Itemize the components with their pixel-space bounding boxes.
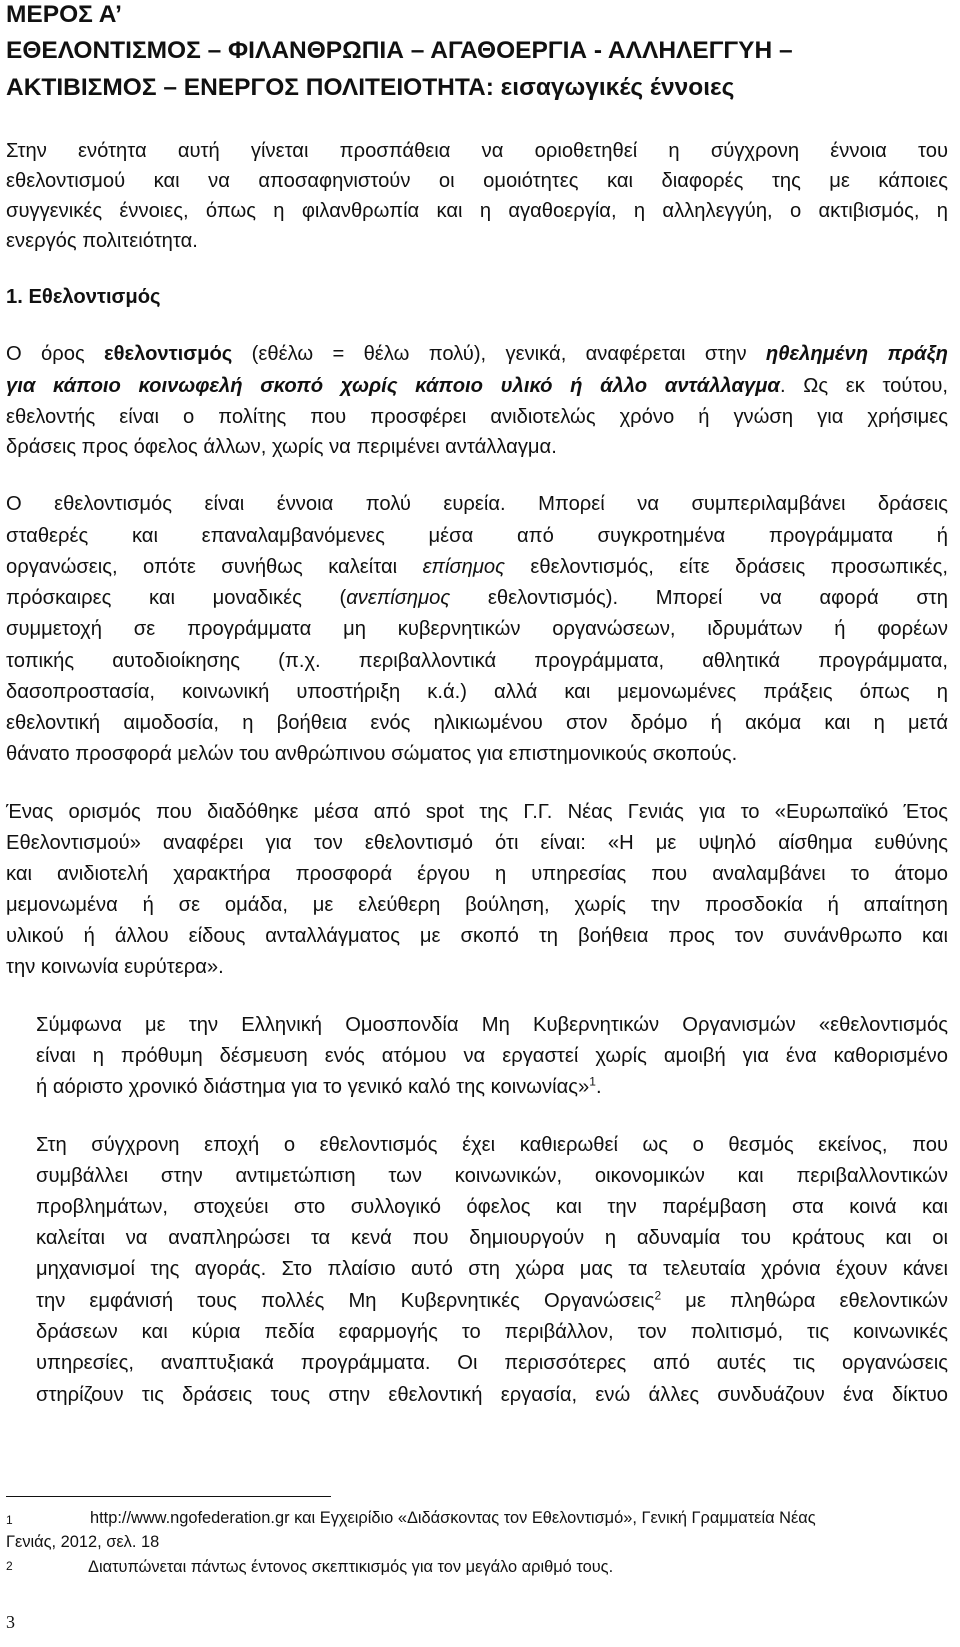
intro-line: ενεργός πολιτειότητα. [6,230,198,252]
emphasis-definition: για κάποιο κοινωφελή σκοπό χωρίς κάποιο υλικό ή άλλο αντάλλαγμα [6,375,780,397]
p4-line: Σύμφωνα με την Ελληνική Ομοσπονδία Μη Κυβερνητικών Οργανισμών «εθελοντισμός [36,1014,948,1036]
emphasis-willed-act: ηθελημένη πράξη [765,343,948,365]
p1-line-2 [6,373,948,399]
p3-line: μεμονωμένα ή σε ομάδα, με ελεύθερη βούληση, χωρίς την προσδοκία ή απαίτηση [6,894,948,916]
text-span: . Ως εκ τούτου, [779,375,949,397]
footnote-2-number: 2 [6,1559,13,1573]
p4-line [36,1074,948,1100]
p2-line: δασοπροστασία, κοινωνική υποστήριξη κ.ά.) αλλά και μεμονωμένες πράξεις όπως η [6,681,948,703]
text-span: την εμφάνισή τους πολλές Μη Κυβερνητικές Οργανώσεις [36,1290,655,1312]
p2-line: τοπικής αυτοδιοίκησης (π.χ. περιβαλλοντικά προγράμματα, αθλητικά προγράμματα, [6,650,948,672]
p2-line [6,554,948,580]
p1-line-1 [6,341,948,367]
footnote-1-line-1[interactable]: http://www.ngofederation.gr και Εγχειρίδιο «Διδάσκοντας τον Εθελοντισμό», Γενική Γραμματεία Νέας [90,1509,816,1527]
text-span: Ο όρος [6,343,105,365]
italic-informal: ανεπίσημος [346,587,451,609]
section-heading: 1. Εθελοντισμός [6,286,161,308]
text-span: με πληθώρα εθελοντικών [661,1290,948,1312]
footnote-ref-1[interactable]: 1 [589,1074,596,1089]
p1-line-4: δράσεις προς όφελος άλλων, χωρίς να περιμένει αντάλλαγμα. [6,436,557,458]
p3-line: υλικού ή άλλου είδους ανταλλάγματος με σκοπό τη βοήθεια προς τον συνάνθρωπο και [6,925,948,947]
intro-line: Στην ενότητα αυτή γίνεται προσπάθεια να οριοθετηθεί η σύγχρονη έννοια του [6,140,948,162]
p5-line: συμβάλλει στην αντιμετώπιση των κοινωνικών, οικονομικών και περιβαλλοντικών [36,1165,948,1187]
p2-line: σταθερές και επαναλαμβανόμενες μέσα από συγκροτημένα προγράμματα ή [6,525,948,547]
p5-line: μηχανισμοί της αγοράς. Στο πλαίσιο αυτό στη χώρα μας τα τελευταία χρόνια έχουν κάνει [36,1258,948,1280]
italic-formal: επίσημος [422,556,505,578]
page-number: 3 [6,1612,15,1632]
footnote-ref-2[interactable]: 2 [654,1288,662,1303]
p5-line: δράσεων και κύρια πεδία εφαρμογής το περιβάλλον, τον πολιτισμό, τις κοινωνικές [36,1321,948,1343]
footnote-1-number: 1 [6,1513,13,1527]
p5-line: στηρίζουν τις δράσεις τους στην εθελοντική εργασία, ενώ άλλες συνδυάζουν ένα δίκτυο [36,1384,948,1406]
intro-line: εθελοντισμού και να αποσαφηνιστούν οι ομοιότητες και διαφορές της με κάποιες [6,170,948,192]
p2-line: Ο εθελοντισμός είναι έννοια πολύ ευρεία. Μπορεί να συμπεριλαμβάνει δράσεις [6,493,948,515]
p5-line: προβλημάτων, στοχεύει στο συλλογικό όφελος και την παρέμβαση στα κοινά και [36,1196,948,1218]
p4-line: είναι η πρόθυμη δέσμευση ενός ατόμου να εργαστεί χωρίς αμοιβή για ένα καθορισμένο [36,1045,948,1067]
intro-line: συγγενικές έννοιες, όπως η φιλανθρωπία και η αγαθοεργία, η αλληλεγγύη, ο ακτιβισμός, η [6,200,948,222]
p2-line: εθελοντική αιμοδοσία, η βοήθεια ενός ηλικιωμένου στον δρόμο ή ακόμα και η μετά [6,712,948,734]
text-span: εθελοντισμός, είτε δράσεις προσωπικές, [504,556,949,578]
footnote-1-line-2: Γενιάς, 2012, σελ. 18 [6,1533,160,1551]
text-span: (εθέλω = θέλω πολύ), γενικά, αναφέρεται στην [232,343,766,365]
p2-line [6,585,948,611]
part-heading: ΜΕΡΟΣ Α’ [6,1,122,28]
p2-line: συμμετοχή σε προγράμματα μη κυβερνητικών οργανώσεων, ιδρυμάτων ή φορέων [6,618,948,640]
p3-line: και ανιδιοτελή χαρακτήρα προσφορά έργου η υπηρεσίας που αναλαμβάνει το άτομο [6,863,948,885]
p5-line: καλείται να αναπληρώσει τα κενά που δημιουργούν η αδυναμία του κράτους και οι [36,1227,948,1249]
footnote-separator [6,1496,331,1497]
term-volunteering: εθελοντισμός [104,343,233,365]
text-span: οργανώσεις, οπότε συνήθως καλείται [6,556,423,578]
p5-line: Στη σύγχρονη εποχή ο εθελοντισμός έχει καθιερωθεί ως ο θεσμός εκείνος, που [36,1134,948,1156]
p1-line-3: εθελοντής είναι ο πολίτης που προσφέρει ανιδιοτελώς χρόνο ή γνώση για χρήσιμες [6,406,948,428]
text-span: . [595,1076,602,1098]
text-span: πρόσκαιρες και μοναδικές ( [6,587,347,609]
p3-line: Εθελοντισμού» αναφέρει για τον εθελοντισμό ότι είναι: «Η με υψηλό αίσθημα ευθύνης [6,832,948,854]
p3-line: Ένας ορισμός που διαδόθηκε μέσα από spot της Γ.Γ. Νέας Γενιάς για το «Ευρωπαϊκό Έτος [6,801,948,823]
footnote-2-text: Διατυπώνεται πάντως έντονος σκεπτικισμός για τον μεγάλο αριθμό τους. [88,1558,614,1576]
p5-line: υπηρεσίες, αναπτυξιακά προγράμματα. Οι περισσότερες από αυτές τις οργανώσεις [36,1352,948,1374]
text-span: εθελοντισμός). Μπορεί να αφορά στη [450,587,948,609]
title-line-1: ΕΘΕΛΟΝΤΙΣΜΟΣ – ΦΙΛΑΝΘΡΩΠΙΑ – ΑΓΑΘΟΕΡΓΙΑ - ΑΛΛΗΛΕΓΓΥΗ – [6,37,793,64]
p3-line: την κοινωνία ευρύτερα». [6,956,224,978]
p5-line [36,1288,948,1314]
title-line-2: ΑΚΤΙΒΙΣΜΟΣ – ΕΝΕΡΓΟΣ ΠΟΛΙΤΕΙΟΤΗΤΑ: εισαγωγικές έννοιες [6,74,735,101]
text-span: ή αόριστο χρονικό διάστημα για το γενικό καλό της κοινωνίας» [36,1076,590,1098]
p2-line: θάνατο προσφορά μελών του ανθρώπινου σώματος για επιστημονικούς σκοπούς. [6,743,738,765]
